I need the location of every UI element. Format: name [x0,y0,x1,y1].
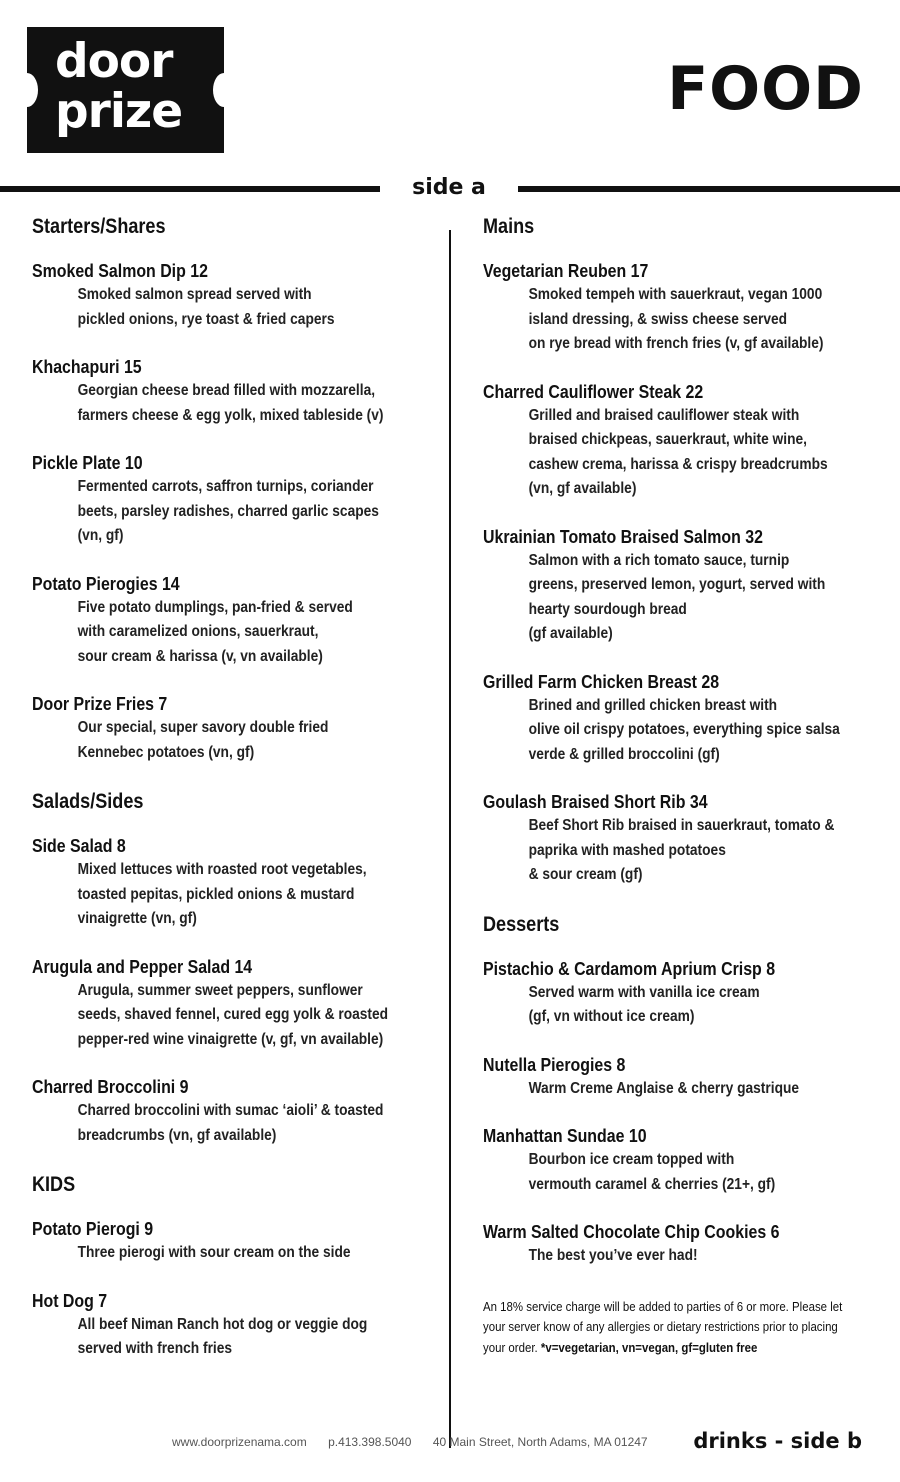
drinks-side-b-link[interactable]: drinks - side b [693,1429,862,1453]
menu-item [483,789,883,888]
menu-item-name: Goulash Braised Short Rib 34 [483,791,708,812]
menu-item-description: verde & grilled broccolini (gf) [528,745,720,763]
menu-item [32,1074,437,1148]
menu-item-description: Bourbon ice cream topped with [528,1151,735,1168]
menu-item-description: with caramelized onions, sauerkraut, [77,623,319,640]
menu-item-description: Smoked tempeh with sauerkraut, vegan 1000 [528,286,823,303]
logo-ticket-notch-right [213,73,235,107]
column-divider [449,230,451,1448]
menu-item [32,954,437,1053]
menu-item-description: & sour cream (gf) [528,866,643,883]
menu-item [483,379,883,502]
logo-text [55,34,183,139]
menu-item-name: Grilled Farm Chicken Breast 28 [483,670,720,692]
menu-item-description: on rye bread with french fries (v, gf available) [528,335,824,352]
menu-item-name: Pistachio & Cardamom Aprium Crisp 8 [483,957,776,979]
menu-item-name: Hot Dog 7 [32,1289,108,1311]
menu-item-name: Arugula and Pepper Salad 14 [32,955,253,977]
menu-item-description: (vn, gf) [77,527,124,544]
menu-item-description: Arugula, summer sweet peppers, sunflower [77,981,363,999]
menu-item-name: Ukrainian Tomato Braised Salmon 32 [483,525,763,547]
menu-item-description: Five potato dumplings, pan-fried & served [77,598,353,616]
menu-item-description: pickled onions, rye toast & fried capers [77,310,335,328]
section-title: KIDS [32,1173,76,1196]
menu-item-description: seeds, shaved fennel, cured egg yolk & roasted [77,1006,389,1023]
menu-item-name: Potato Pierogi 9 [32,1218,154,1239]
logo-line-2: prize [55,84,183,139]
menu-item-description: Fermented carrots, saffron turnips, coriander [77,478,374,495]
menu-item-description: paprika with mashed potatoes [528,841,726,859]
menu-item-description: Mixed lettuces with roasted root vegetables, [77,861,367,878]
menu-item-description: Kennebec potatoes (vn, gf) [77,743,255,761]
menu-item-description: vinaigrette (vn, gf) [77,910,197,927]
menu-item [32,1216,437,1266]
menu-item-description: greens, preserved lemon, yogurt, served with [528,576,826,593]
website-link[interactable]: www.doorprizenama.com [172,1435,307,1449]
menu-item-description: Salmon with a rich tomato sauce, turnip [528,551,790,569]
menu-item-description: sour cream & harissa (v, vn available) [77,647,323,665]
menu-item-description: hearty sourdough bread [528,600,687,618]
menu-item-description: Smoked salmon spread served with [77,286,312,303]
menu-item [483,1052,883,1102]
menu-item-description: (gf, vn without ice cream) [528,1008,695,1025]
menu-item-description: (gf available) [528,625,613,642]
menu-item-description: Served warm with vanilla ice cream [528,983,760,1001]
menu-item-description: island dressing, & swiss cheese served [528,310,788,328]
menu-item [483,524,883,647]
side-label: side a [412,175,486,200]
section-title: Mains [483,215,535,238]
menu-item-description: The best you’ve ever had! [528,1247,698,1264]
service-charge-note [483,1297,843,1359]
note-line: An 18% service charge will be added to parties of 6 or more. Please let [483,1298,843,1314]
door-prize-logo [27,27,224,153]
menu-item-description: cashew crema, harissa & crispy breadcrumbs [528,455,828,473]
menu-item-description: Our special, super savory double fried [77,719,329,736]
menu-item-description: All beef Niman Ranch hot dog or veggie dog [77,1315,368,1333]
menu-item-description: farmers cheese & egg yolk, mixed tableside (v) [77,406,384,424]
menu-item-description: breadcrumbs (vn, gf available) [77,1126,277,1144]
menu-item-description: Brined and grilled chicken breast with [528,696,778,714]
right-menu-column [483,212,883,1358]
section-title: Desserts [483,912,560,936]
menu-item-name: Door Prize Fries 7 [32,693,168,714]
menu-item-description: Three pierogi with sour cream on the side [77,1244,351,1261]
header-rule-right [518,186,900,192]
address: 40 Main Street, North Adams, MA 01247 [432,1435,648,1449]
page-title: FOOD [667,54,864,124]
menu-item [483,258,883,357]
menu-item-name: Charred Broccolini 9 [32,1076,189,1097]
menu-item-name: Smoked Salmon Dip 12 [32,260,208,281]
menu-item-description: (vn, gf available) [528,480,637,497]
menu-item [32,354,437,428]
menu-item-description: beets, parsley radishes, charred garlic scapes [77,502,379,520]
menu-item-name: Nutella Pierogies 8 [483,1053,626,1075]
menu-item-name: Vegetarian Reuben 17 [483,260,649,281]
section-title: Salads/Sides [32,790,144,813]
menu-item-name: Pickle Plate 10 [32,452,143,473]
left-menu-column [32,212,437,1384]
menu-item [32,833,437,932]
menu-item-description: vermouth caramel & cherries (21+, gf) [528,1175,776,1193]
menu-item-description: braised chickpeas, sauerkraut, white wine, [528,431,807,448]
menu-item-name: Potato Pierogies 14 [32,572,180,594]
menu-item [32,1288,437,1362]
menu-item-description: olive oil crispy potatoes, everything spice salsa [528,721,840,738]
menu-item [32,258,437,332]
menu-item [32,571,437,670]
menu-item-description: served with french fries [77,1340,233,1357]
dietary-legend: *v=vegetarian, vn=vegan, gf=gluten free [540,1339,758,1355]
menu-item-description: Charred broccolini with sumac ‘aioli’ & toasted [77,1102,384,1119]
menu-item-description: Georgian cheese bread filled with mozzarella, [77,382,376,399]
phone-number: p.413.398.5040 [328,1435,412,1449]
menu-item [483,669,883,768]
footer-contact [172,1433,666,1451]
menu-item [483,956,883,1030]
menu-item [483,1123,883,1197]
note-text: your order. [483,1339,541,1355]
menu-item-description: toasted pepitas, pickled onions & mustard [77,885,355,903]
menu-item-name: Charred Cauliflower Steak 22 [483,380,704,402]
note-line: your server know of any allergies or dietary restrictions prior to placing [483,1319,838,1334]
logo-ticket-notch-left [16,73,38,107]
menu-item [32,691,437,765]
menu-item-name: Manhattan Sundae 10 [483,1125,647,1146]
menu-item-name: Side Salad 8 [32,835,126,856]
section-title: Starters/Shares [32,215,166,238]
menu-item-description: pepper-red wine vinaigrette (v, gf, vn available) [77,1030,384,1048]
menu-item-description: Grilled and braised cauliflower steak with [528,406,800,424]
menu-item-description: Warm Creme Anglaise & cherry gastrique [528,1079,800,1097]
menu-item-description: Beef Short Rib braised in sauerkraut, tomato & [528,817,835,834]
note-line [483,1338,835,1359]
menu-item-name: Khachapuri 15 [32,356,142,377]
menu-item-name: Warm Salted Chocolate Chip Cookies 6 [483,1221,780,1242]
menu-item [483,1219,883,1269]
menu-item [32,450,437,549]
header-rule-left [0,186,380,192]
logo-line-1: door [55,34,173,89]
